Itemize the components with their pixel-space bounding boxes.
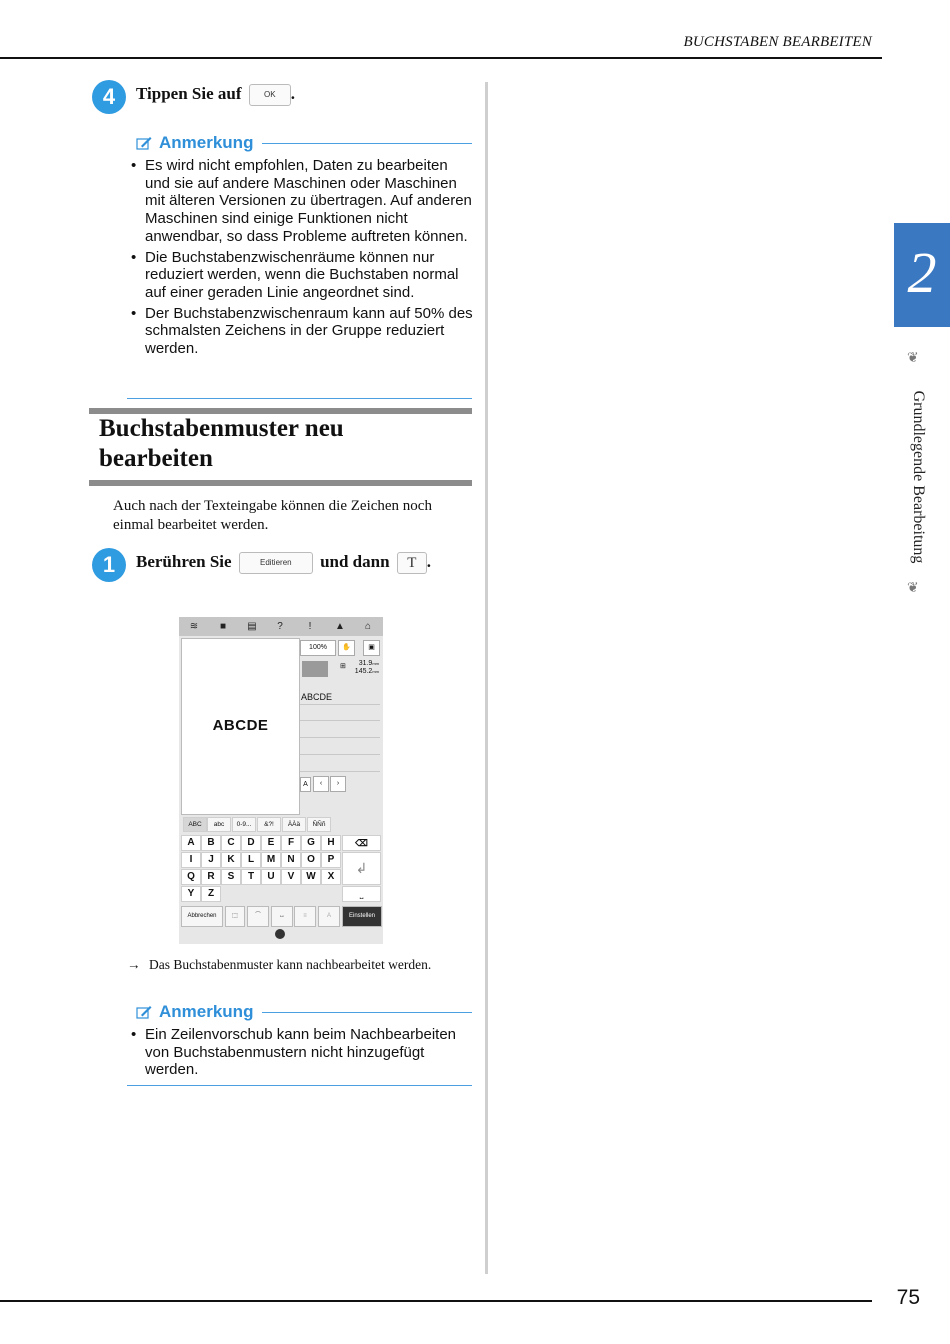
- text-edit-key: T: [397, 552, 427, 574]
- size-readout: [349, 660, 379, 676]
- edit-key: Editieren: [239, 552, 313, 574]
- text-line: [300, 771, 380, 772]
- note-2-list: [131, 1026, 473, 1082]
- key-c[interactable]: C: [221, 835, 241, 851]
- step-1-text-middle: und dann: [320, 552, 390, 571]
- camera-icon: ■: [219, 621, 227, 632]
- step-number-4: 4: [92, 80, 126, 114]
- text-line: [300, 720, 380, 721]
- result-description: Das Buchstabenmuster kann nachbearbeitet werden.: [149, 957, 432, 972]
- tab-lowercase[interactable]: abc: [207, 817, 231, 832]
- tab-uppercase[interactable]: ABC: [183, 817, 207, 832]
- note-2-bottom-rule: [127, 1085, 472, 1086]
- align-icon[interactable]: ≡: [294, 906, 316, 927]
- arc-icon[interactable]: ⌒: [247, 906, 269, 927]
- key-u[interactable]: U: [261, 869, 281, 885]
- settings-icon: !: [308, 621, 312, 632]
- step-1-text: Berühren Sie: [136, 552, 232, 571]
- spacing-icon[interactable]: ↔: [271, 906, 293, 927]
- set-button[interactable]: Einstellen: [342, 906, 382, 927]
- wifi-icon: ≋: [189, 621, 199, 632]
- key-g[interactable]: G: [301, 835, 321, 851]
- step-1-period: .: [426, 552, 432, 571]
- cursor-right-icon[interactable]: ›: [330, 776, 346, 792]
- hand-icon[interactable]: ✋: [338, 640, 355, 656]
- section-intro: Auch nach der Texteingabe können die Zeichen noch einmal bearbeitet werden.: [113, 498, 432, 533]
- key-a[interactable]: A: [181, 835, 201, 851]
- step-4-text: Tippen Sie auf: [136, 84, 242, 103]
- text-line: [300, 754, 380, 755]
- key-p[interactable]: P: [321, 852, 341, 868]
- note-1-item: • Der Buchstabenzwischenraum kann auf 50% des schmalsten Zeichens in der Gruppe reduziert werden.: [131, 305, 473, 358]
- size-height: 145.2: [354, 668, 373, 675]
- document-icon: ▤: [247, 621, 257, 632]
- zoom-value: 100%: [309, 644, 327, 651]
- size-icon: ⊞: [340, 663, 346, 670]
- key-n[interactable]: N: [281, 852, 301, 868]
- chapter-side-title: [893, 352, 943, 602]
- tab-symbols[interactable]: &?!: [257, 817, 281, 832]
- key-e[interactable]: E: [261, 835, 281, 851]
- key-x[interactable]: X: [321, 869, 341, 885]
- footer-rule: [0, 1300, 872, 1302]
- note-1-title: Anmerkung: [159, 133, 254, 152]
- note-1-list: [131, 157, 473, 361]
- preview-text: ABCDE: [212, 717, 269, 734]
- key-h[interactable]: H: [321, 835, 341, 851]
- note-2-title: Anmerkung: [159, 1002, 254, 1021]
- screen-top-bar: [179, 617, 383, 636]
- zoom-button[interactable]: [300, 640, 336, 656]
- key-i[interactable]: I: [181, 852, 201, 868]
- note-1-item: • Die Buchstabenzwischenräume können nur reduziert werden, wenn die Buchstaben normal auf einer geraden Linie angeordnet sind.: [131, 249, 473, 302]
- note-1-title-line: [262, 143, 472, 144]
- key-s[interactable]: S: [221, 869, 241, 885]
- key-k[interactable]: K: [221, 852, 241, 868]
- key-t[interactable]: T: [241, 869, 261, 885]
- section-bottom-bar: [89, 480, 472, 486]
- column-divider: [485, 82, 488, 1274]
- key-o[interactable]: O: [301, 852, 321, 868]
- key-v[interactable]: V: [281, 869, 301, 885]
- page-number: 75: [896, 1286, 920, 1309]
- tab-accents[interactable]: ÄÀä: [282, 817, 306, 832]
- size-width: 31.9: [358, 660, 373, 667]
- note-1-item: • Es wird nicht empfohlen, Daten zu bearbeiten und sie auf andere Maschinen oder Maschinen mit älteren Versionen zu übertragen. Auf anderen Maschinen sind einige Funktionen nicht anwendbar, so dass Probleme auftreten können.: [131, 157, 473, 246]
- cursor-left-icon[interactable]: ‹: [313, 776, 329, 792]
- lock-icon: ▲: [335, 621, 345, 632]
- enter-icon[interactable]: ↲: [342, 852, 381, 885]
- ornament-icon: ❦: [907, 351, 919, 366]
- key-q[interactable]: Q: [181, 869, 201, 885]
- ok-key: OK: [249, 84, 291, 106]
- chapter-tab: 2: [894, 223, 950, 327]
- note-2-title-line: [262, 1012, 472, 1013]
- section-title-line-1: Buchstabenmuster neu: [99, 415, 344, 442]
- key-f[interactable]: F: [281, 835, 301, 851]
- size-height-unit: mm: [372, 669, 379, 674]
- step-number-1: 1: [92, 548, 126, 582]
- step-4-instruction: [136, 84, 295, 106]
- help-icon: ?: [277, 621, 283, 632]
- cancel-button[interactable]: Abbrechen: [181, 906, 223, 927]
- space-icon[interactable]: ⎵: [342, 886, 381, 902]
- key-l[interactable]: L: [241, 852, 261, 868]
- layout-icon: [302, 661, 328, 677]
- chapter-title-text: Grundlegende Bearbeitung: [910, 390, 927, 564]
- running-head: BUCHSTABEN BEARBEITEN: [683, 34, 872, 50]
- home-icon: ⌂: [364, 621, 372, 632]
- key-d[interactable]: D: [241, 835, 261, 851]
- key-j[interactable]: J: [201, 852, 221, 868]
- section-title: [99, 414, 469, 474]
- font-size-button[interactable]: A: [300, 777, 311, 792]
- key-z[interactable]: Z: [201, 886, 221, 902]
- arrow-icon: →: [127, 957, 141, 972]
- font-icon[interactable]: A: [318, 906, 340, 927]
- text-line: [300, 704, 380, 705]
- ornament-icon: ❦: [907, 581, 919, 596]
- key-w[interactable]: W: [301, 869, 321, 885]
- key-b[interactable]: B: [201, 835, 221, 851]
- key-y[interactable]: Y: [181, 886, 201, 902]
- step-4-period: .: [290, 84, 296, 103]
- embroidery-preview: [181, 638, 300, 815]
- note-pencil-icon: [136, 136, 152, 155]
- size-width-unit: mm: [372, 661, 379, 666]
- section-title-line-2: bearbeiten: [99, 445, 213, 472]
- header-rule: [0, 57, 882, 59]
- tab-special[interactable]: ÑÑñ: [307, 817, 331, 832]
- result-text: [127, 956, 457, 973]
- note-1-bottom-rule: [127, 398, 472, 399]
- step-1-instruction: [136, 552, 431, 574]
- key-r[interactable]: R: [201, 869, 221, 885]
- eraser-icon[interactable]: ⌫: [342, 835, 381, 851]
- text-input-field[interactable]: ABCDE: [301, 692, 333, 702]
- key-m[interactable]: M: [261, 852, 281, 868]
- clock-icon: [275, 929, 285, 939]
- select-area-icon[interactable]: ⬚: [225, 906, 245, 927]
- note-2-item: • Ein Zeilenvorschub kann beim Nachbearbeiten von Buchstabenmustern nicht hinzugefügt werden.: [131, 1026, 473, 1079]
- machine-screen: [179, 617, 383, 944]
- display-icon[interactable]: ▣: [363, 640, 380, 656]
- note-pencil-icon: [136, 1005, 152, 1024]
- text-line: [300, 737, 380, 738]
- tab-numbers[interactable]: 0-9...: [232, 817, 256, 832]
